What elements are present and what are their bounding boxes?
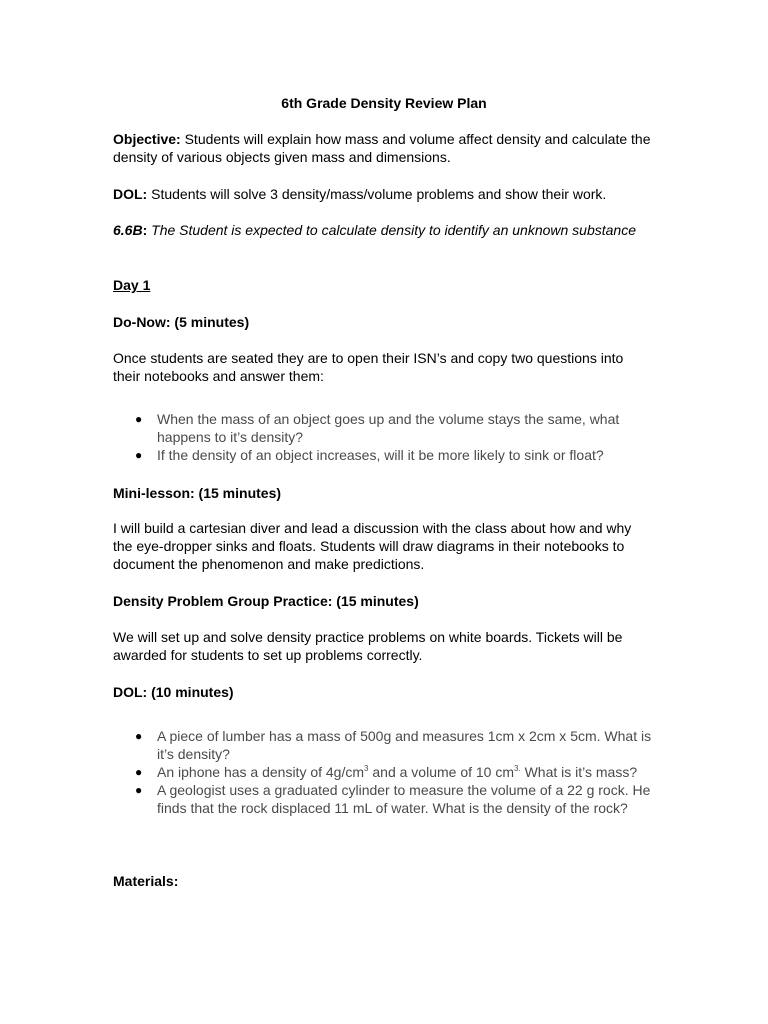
dol-label: DOL:: [113, 186, 148, 202]
list-item: [113, 781, 653, 817]
do-now-heading: Do-Now: (5 minutes): [113, 314, 250, 330]
dol-question-1: A piece of lumber has a mass of 500g and measures 1cm x 2cm x 5cm. What is it’s density?: [157, 728, 652, 762]
dol-section-heading: DOL: (10 minutes): [113, 684, 234, 700]
mini-lesson-text: I will build a cartesian diver and lead a discussion with the class about how and why the eye-dropper sinks and floats. Students will draw diagrams in their notebooks to document the phenomenon and make predictions.: [113, 520, 632, 572]
superscript-cubed: 3.: [514, 764, 521, 773]
standard-text: The Student is expected to calculate density to identify an unknown substance: [147, 222, 636, 238]
mini-lesson-heading: Mini-lesson: (15 minutes): [113, 485, 282, 501]
list-item: [113, 446, 653, 464]
bullet-icon: ●: [135, 448, 143, 462]
objective-text: Students will explain how mass and volume affect density and calculate the density of various objects given mass and dimensions.: [113, 131, 651, 165]
do-now-question-list: [113, 410, 653, 464]
dol-question-3: A geologist uses a graduated cylinder to measure the volume of a 22 g rock. He finds that the rock displaced 11 mL of water. What is the density of the rock?: [157, 782, 651, 816]
dol-question-2-part-a: An iphone has a density of 4g/cm: [157, 764, 365, 780]
group-practice-heading: Density Problem Group Practice: (15 minutes): [113, 593, 419, 609]
dol-question-2-part-c: What is it’s mass?: [520, 764, 638, 780]
dol-paragraph: [113, 185, 653, 203]
dol-question-list: [113, 727, 653, 817]
standard-label: 6.6B: [113, 222, 143, 238]
materials-heading: Materials:: [113, 873, 179, 889]
dol-question-2: [157, 764, 637, 780]
do-now-question-2: If the density of an object increases, will it be more likely to sink or float?: [157, 447, 604, 463]
superscript-cubed: 3: [364, 764, 369, 773]
objective-label: Objective:: [113, 131, 181, 147]
bullet-icon: ●: [135, 783, 143, 797]
list-item: [113, 410, 653, 446]
list-item: [113, 727, 653, 763]
dol-question-2-part-b: and a volume of 10 cm: [368, 764, 515, 780]
page-title: 6th Grade Density Review Plan: [281, 95, 487, 111]
dol-text: Students will solve 3 density/mass/volume problems and show their work.: [147, 186, 607, 202]
standard-paragraph: [113, 221, 653, 239]
list-item: [113, 763, 653, 781]
objective-paragraph: [113, 130, 653, 166]
day-heading: Day 1: [113, 277, 151, 293]
bullet-icon: ●: [135, 765, 143, 779]
bullet-icon: ●: [135, 412, 143, 426]
standard-colon: :: [142, 222, 148, 238]
do-now-question-1: When the mass of an object goes up and the volume stays the same, what happens to it’s density?: [157, 411, 620, 445]
bullet-icon: ●: [135, 729, 143, 743]
do-now-text: Once students are seated they are to open their ISN’s and copy two questions into their notebooks and answer them:: [113, 350, 624, 384]
group-practice-text: We will set up and solve density practice problems on white boards. Tickets will be awarded for students to set up problems correctly.: [113, 629, 623, 663]
